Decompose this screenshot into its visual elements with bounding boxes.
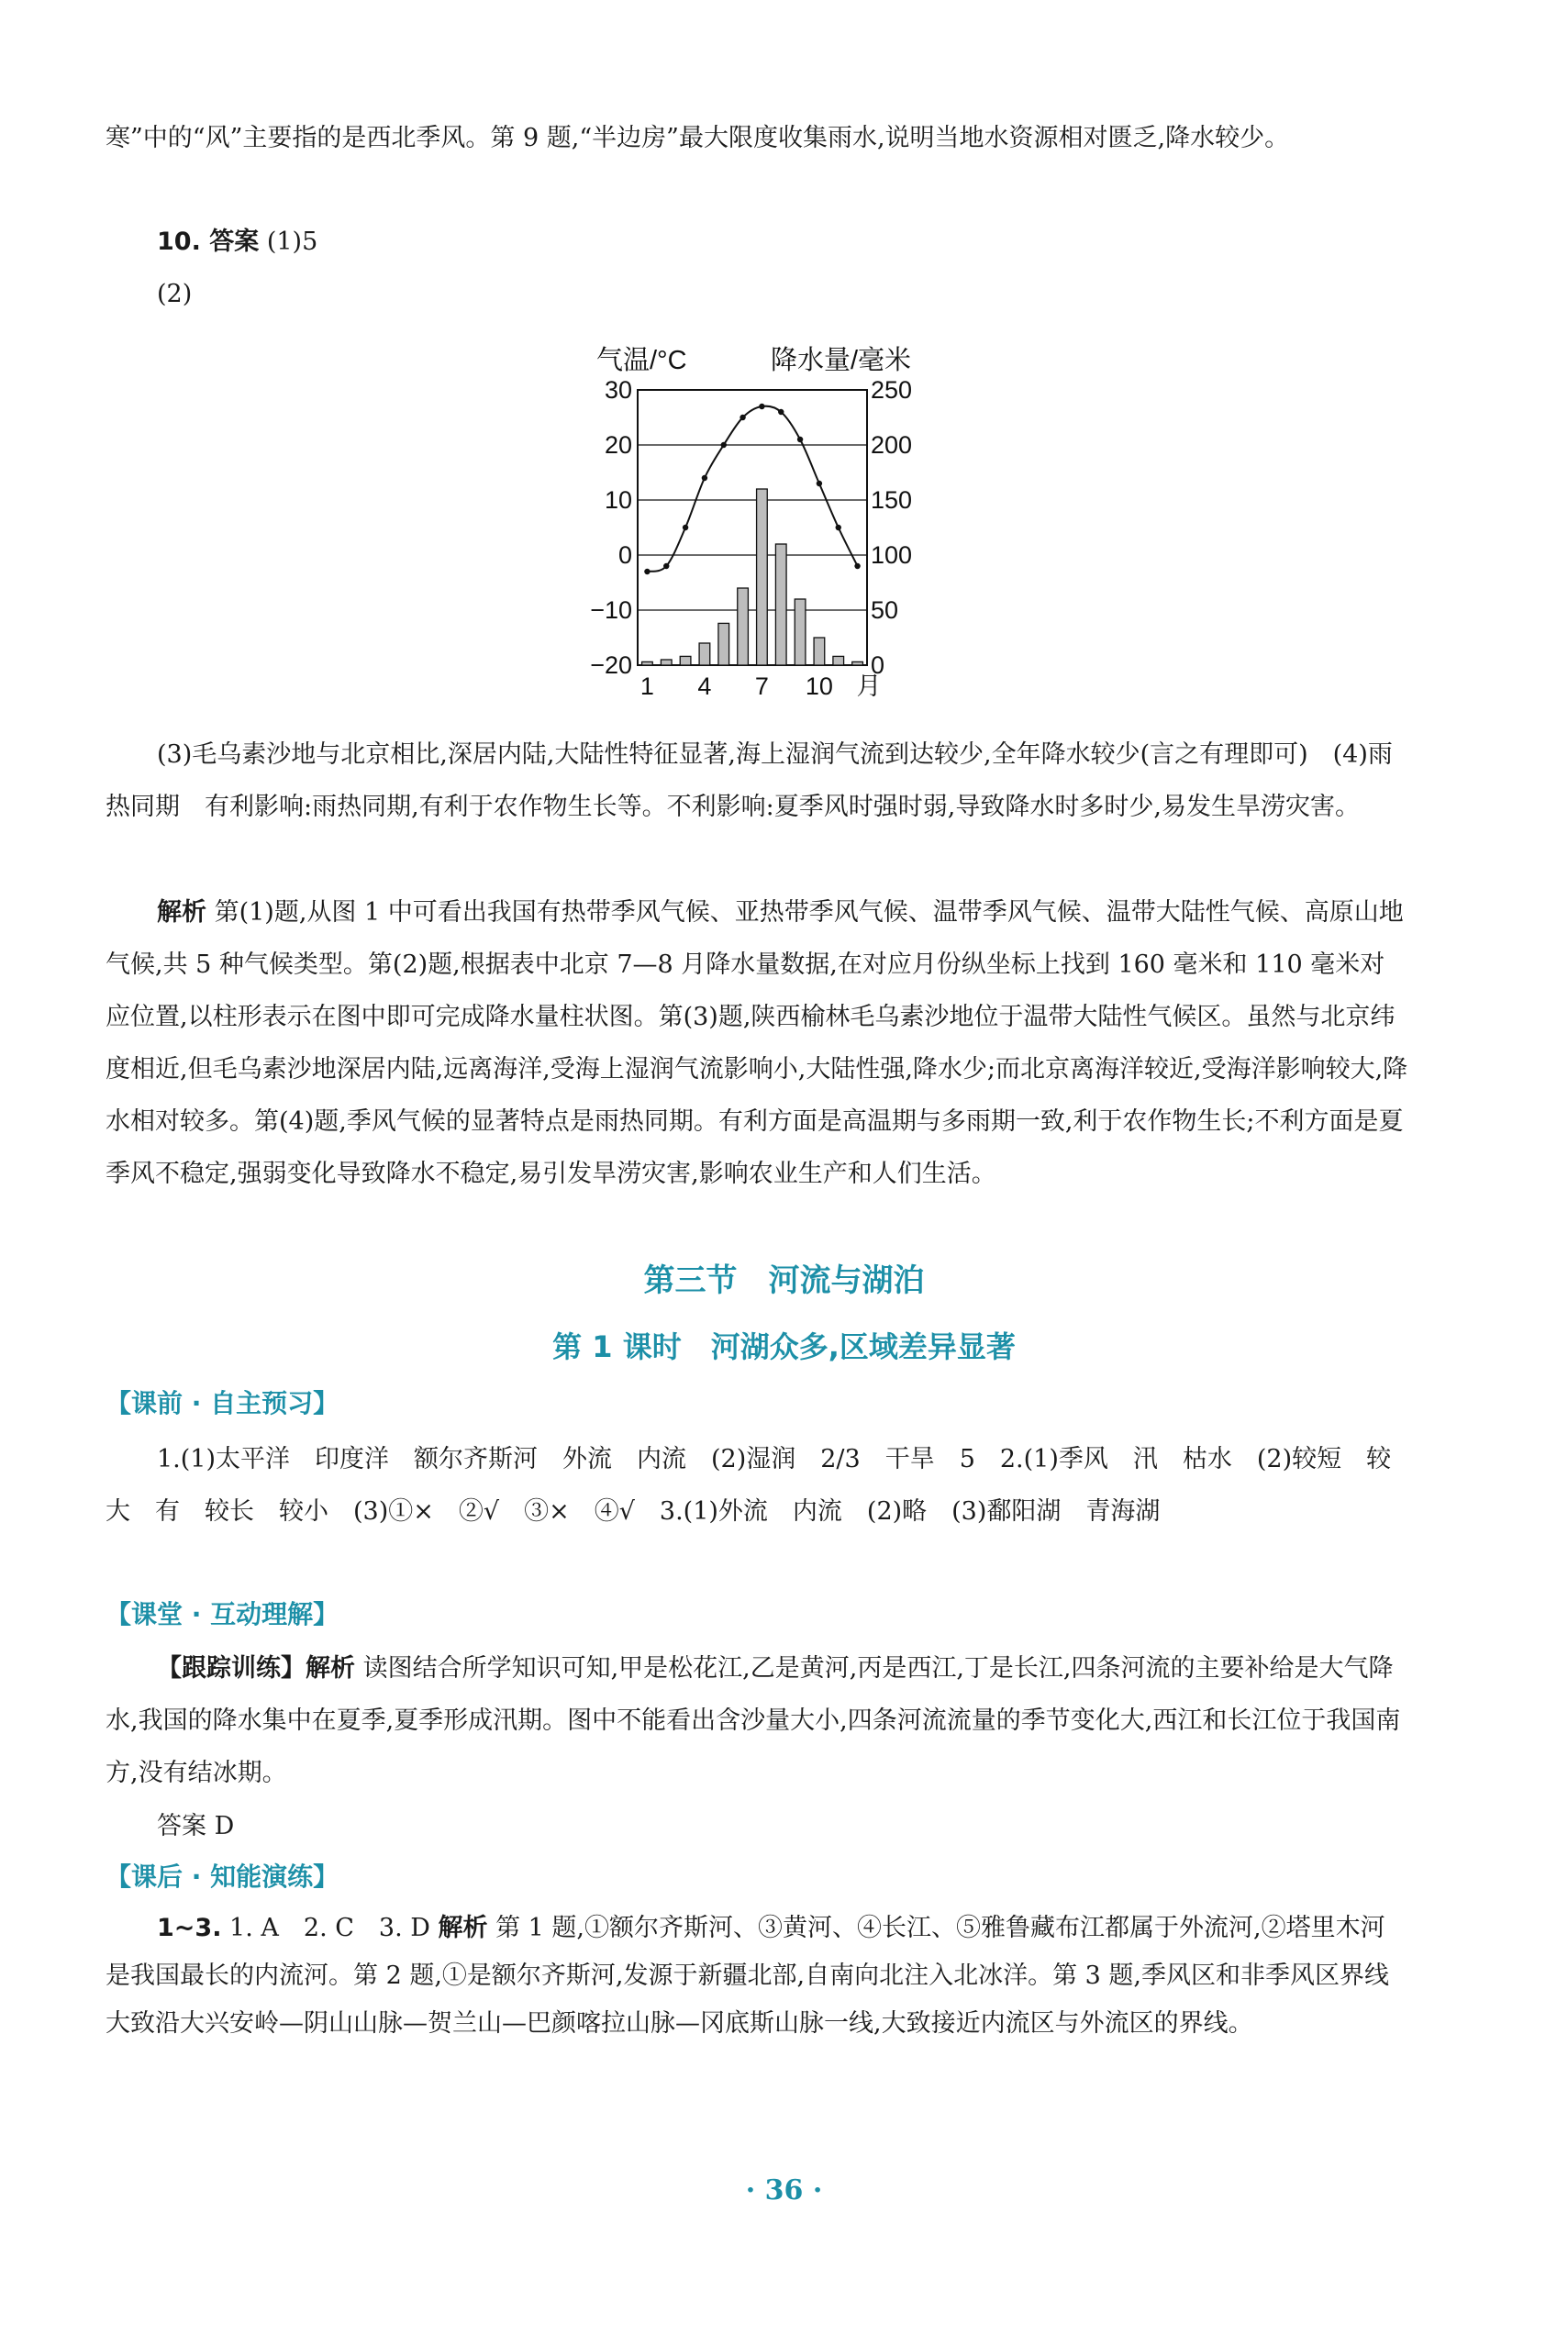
left-tick-label: 0 bbox=[617, 541, 632, 569]
precipitation-bar bbox=[642, 661, 653, 665]
temperature-point bbox=[759, 404, 764, 409]
left-tick-label: −20 bbox=[590, 651, 632, 679]
left-tick-label: −10 bbox=[590, 596, 632, 624]
temperature-point bbox=[854, 563, 860, 569]
chart-frame bbox=[638, 390, 867, 665]
climate-chart bbox=[587, 339, 954, 706]
precipitation-bar bbox=[852, 661, 863, 665]
q10-label: 10. 答案 bbox=[157, 228, 260, 256]
precipitation-bar bbox=[699, 643, 710, 665]
precipitation-bar bbox=[680, 656, 691, 665]
temperature-point bbox=[836, 525, 841, 530]
preview-answers: 1.(1)太平洋 印度洋 额尔齐斯河 外流 内流 (2)湿润 2/3 干旱 5 2.(1)季风 汛 枯水 (2)较短 较大 有 较长 较小 (3)①× ②√ ③× ④√ 3.(1)外流 内流 (2)略 (3)鄱阳湖 青海湖 bbox=[106, 1445, 1392, 1526]
temperature-point bbox=[778, 409, 784, 415]
x-tick-label: 7 bbox=[754, 672, 769, 700]
precipitation-bar bbox=[718, 623, 729, 665]
precipitation-bar bbox=[661, 660, 672, 665]
q10-parts-3-4: (3)毛乌素沙地与北京相比,深居内陆,大陆性特征显著,海上湿润气流到达较少,全年降水较少(言之有理即可) (4)雨热同期 有利影响:雨热同期,有利于农作物生长等。不利影响:夏季风时强时弱,导致降水时多时少,易发生旱涝灾害。 bbox=[106, 740, 1393, 821]
precipitation-bar bbox=[833, 656, 844, 665]
preview-header: 【课前 · 自主预习】 bbox=[106, 1388, 339, 1418]
left-tick-label: 20 bbox=[604, 431, 632, 459]
left-tick-label: 10 bbox=[604, 486, 632, 514]
temperature-point bbox=[740, 415, 745, 420]
analysis-text: 第(1)题,从图 1 中可看出我国有热带季风气候、亚热带季风气候、温带季风气候、温带大陆性气候、高原山地气候,共 5 种气候类型。第(2)题,根据表中北京 7—8 月降水量数据,在对应月份纵坐标上找到 160 毫米和 110 毫米对应位置,以柱形表示在图中即可完成降水量柱状图。第(3)题,陕西榆林毛乌素沙地位于温带大陆性气候区。虽然与北京纬度相近,但毛乌素沙地深居内陆,远离海洋,受海上湿润气流影响小,大陆性强,降水少;而北京离海洋较近,受海洋影响较大,降水相对较多。第(4)题,季风气候的显著特点是雨热同期。有利方面是高温期与多雨期一致,利于农作物生长;不利方面是夏季风不稳定,强弱变化导致降水不稳定,易引发旱涝灾害,影响农业生产和人们生活。 bbox=[106, 898, 1408, 1188]
q10-analysis-paragraph bbox=[106, 886, 1408, 1200]
x-unit-label: 月 bbox=[856, 672, 882, 700]
right-tick-label: 50 bbox=[871, 596, 899, 624]
q1-3-answers: 1. A 2. C 3. D bbox=[229, 1914, 430, 1942]
precipitation-bar bbox=[757, 489, 768, 665]
temperature-point bbox=[702, 475, 707, 481]
right-tick-label: 0 bbox=[871, 651, 885, 679]
q1-3-paragraph bbox=[106, 1905, 1408, 2048]
classroom-header: 【课堂 · 互动理解】 bbox=[106, 1599, 339, 1629]
tracking-paragraph bbox=[106, 1642, 1408, 1799]
precipitation-bar bbox=[814, 638, 825, 665]
analysis-label: 解析 bbox=[157, 898, 206, 927]
tracking-label: 【跟踪训练】解析 bbox=[157, 1654, 355, 1683]
q10-part1: (1)5 bbox=[266, 228, 318, 256]
temperature-point bbox=[683, 525, 688, 530]
precipitation-bar bbox=[795, 599, 806, 665]
left-axis-label: 气温/°C bbox=[596, 346, 687, 375]
q1-3-label: 1~3. bbox=[157, 1914, 222, 1942]
x-tick-label: 10 bbox=[805, 672, 833, 700]
temperature-point bbox=[663, 563, 669, 569]
temperature-line bbox=[647, 406, 857, 572]
x-tick-label: 1 bbox=[639, 672, 654, 700]
right-tick-label: 150 bbox=[871, 486, 913, 514]
temperature-point bbox=[721, 442, 727, 448]
q10-part2: (2) bbox=[157, 280, 193, 308]
q1-3-analysis: 第 1 题,①额尔齐斯河、③黄河、④长江、⑤雅鲁藏布江都属于外流河,②塔里木河是我国最长的内流河。第 2 题,①是额尔齐斯河,发源于新疆北部,自南向北注入北冰洋。第 3 题,季风区和非季风区界线大致沿大兴安岭—阴山山脉—贺兰山—巴颜喀拉山脉—冈底斯山脉一线,大致接近内流区与外流区的界线。 bbox=[106, 1914, 1390, 2038]
right-axis-label: 降水量/毫米 bbox=[771, 346, 912, 375]
left-tick-label: 30 bbox=[604, 376, 632, 404]
intro-paragraph: 寒”中的“风”主要指的是西北季风。第 9 题,“半边房”最大限度收集雨水,说明当地水资源相对匮乏,降水较少。 bbox=[106, 124, 1290, 152]
x-tick-label: 4 bbox=[697, 672, 712, 700]
temperature-point bbox=[797, 437, 803, 442]
right-tick-label: 100 bbox=[871, 541, 913, 569]
temperature-point bbox=[644, 569, 650, 574]
q1-3-analysis-label: 解析 bbox=[438, 1914, 488, 1942]
lesson-title: 第 1 课时 河湖众多,区域差异显著 bbox=[552, 1329, 1016, 1364]
classroom-answer: 答案 D bbox=[157, 1812, 235, 1840]
temperature-point bbox=[817, 481, 822, 486]
right-tick-label: 200 bbox=[871, 431, 913, 459]
page-number: · 36 · bbox=[745, 2174, 823, 2206]
after-class-header: 【课后 · 知能演练】 bbox=[106, 1862, 339, 1892]
precipitation-bar bbox=[738, 588, 749, 665]
section-title: 第三节 河流与湖泊 bbox=[643, 1262, 925, 1299]
right-tick-label: 250 bbox=[871, 376, 913, 404]
tracking-text: 读图结合所学知识可知,甲是松花江,乙是黄河,丙是西江,丁是长江,四条河流的主要补给是大气降水,我国的降水集中在夏季,夏季形成汛期。图中不能看出含沙量大小,四条河流流量的季节变化大,西江和长江位于我国南方,没有结冰期。 bbox=[106, 1654, 1401, 1787]
precipitation-bar bbox=[775, 544, 786, 665]
q10-answer-line bbox=[106, 216, 1408, 268]
